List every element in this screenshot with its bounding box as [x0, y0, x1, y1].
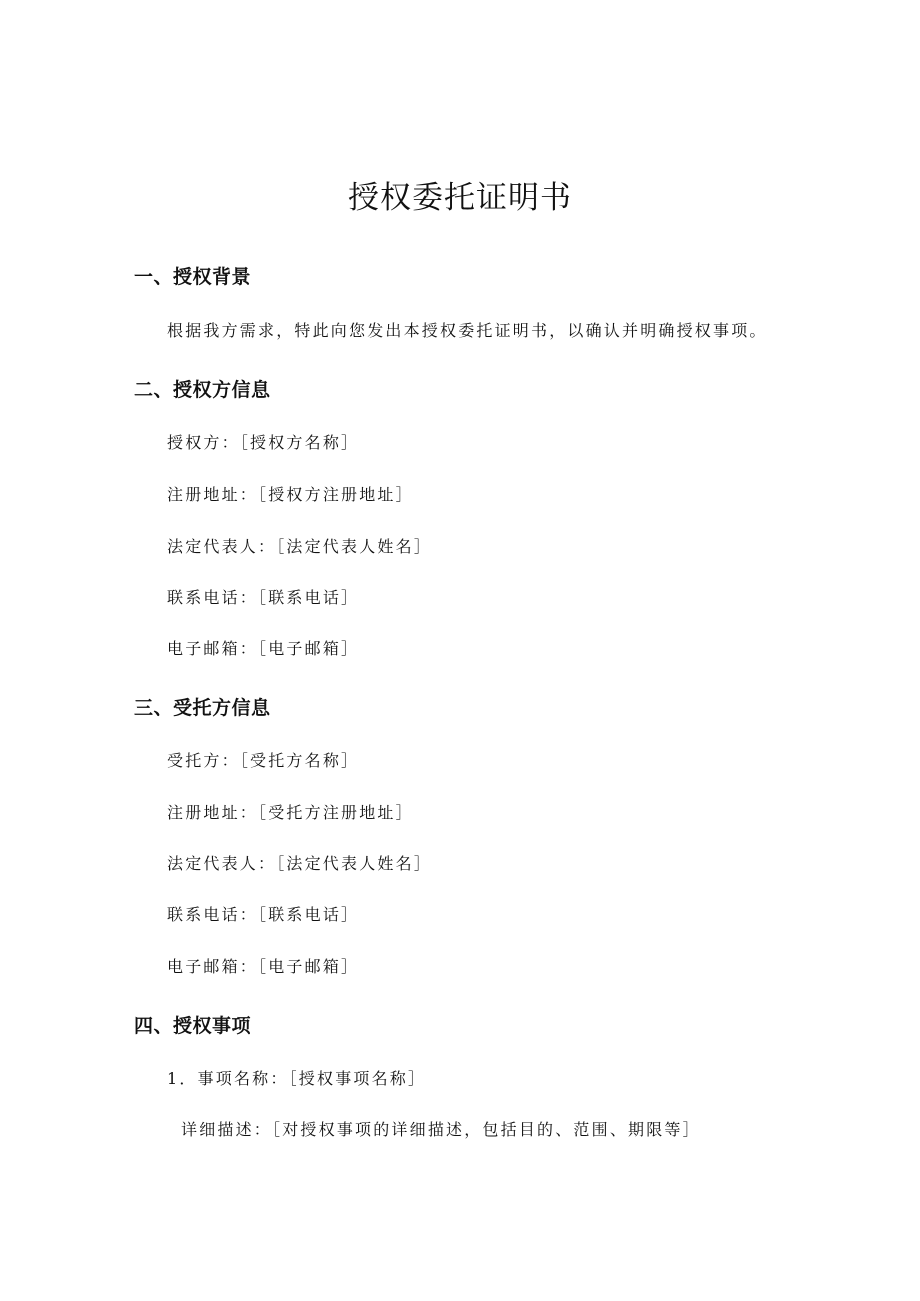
document-title: 授权委托证明书	[348, 180, 572, 216]
field-value: ［ 授权事项名称 ］	[289, 1069, 427, 1088]
field-label: 电子邮箱：	[167, 639, 259, 658]
field-value: ［ 授权方名称 ］	[240, 433, 359, 452]
background-paragraph: 根据我方需求，特此向您发出本授权委托证明书，以确认并明确授权事项。	[167, 321, 768, 340]
field-value: ［ 授权方注册地址 ］	[258, 485, 414, 504]
field-label: 电子邮箱：	[167, 957, 259, 976]
field-label: 1．事项名称：	[167, 1069, 289, 1088]
grantee-name-line	[167, 748, 359, 771]
grantor-phone-line	[167, 585, 359, 608]
grantee-representative-line	[167, 851, 432, 874]
section-heading-grantor: 二、授权方信息	[134, 379, 271, 401]
grantor-address-line	[167, 482, 414, 505]
field-value: ［ 联系电话 ］	[258, 905, 359, 924]
field-label: 详细描述：	[181, 1120, 273, 1139]
grantee-address-line	[167, 800, 414, 823]
grantor-representative-line	[167, 534, 432, 557]
grantor-name-line	[167, 430, 359, 453]
field-label: 法定代表人：	[167, 537, 277, 556]
field-label: 法定代表人：	[167, 854, 277, 873]
matter-name-line	[167, 1066, 426, 1089]
field-label: 受托方：	[167, 751, 240, 770]
field-value: ［ 受托方名称 ］	[240, 751, 359, 770]
field-value: ［ 法定代表人姓名 ］	[276, 854, 432, 873]
field-value: ［ 对授权事项的详细描述，包括目的、范围、期限等 ］	[272, 1120, 701, 1139]
grantee-email-line	[167, 954, 359, 977]
field-label: 授权方：	[167, 433, 240, 452]
field-value: ［ 电子邮箱 ］	[258, 957, 359, 976]
field-label: 注册地址：	[167, 485, 259, 504]
field-label: 注册地址：	[167, 803, 259, 822]
matter-detail-line	[181, 1117, 701, 1140]
field-label: 联系电话：	[167, 905, 259, 924]
field-value: ［ 电子邮箱 ］	[258, 639, 359, 658]
section-heading-background: 一、授权背景	[134, 266, 252, 288]
grantee-phone-line	[167, 902, 359, 925]
field-value: ［ 法定代表人姓名 ］	[276, 537, 432, 556]
field-label: 联系电话：	[167, 588, 259, 607]
field-value: ［ 联系电话 ］	[258, 588, 359, 607]
section-heading-matters: 四、授权事项	[134, 1015, 252, 1037]
grantor-email-line	[167, 636, 359, 659]
section-heading-grantee: 三、受托方信息	[134, 697, 271, 719]
field-value: ［ 受托方注册地址 ］	[258, 803, 414, 822]
